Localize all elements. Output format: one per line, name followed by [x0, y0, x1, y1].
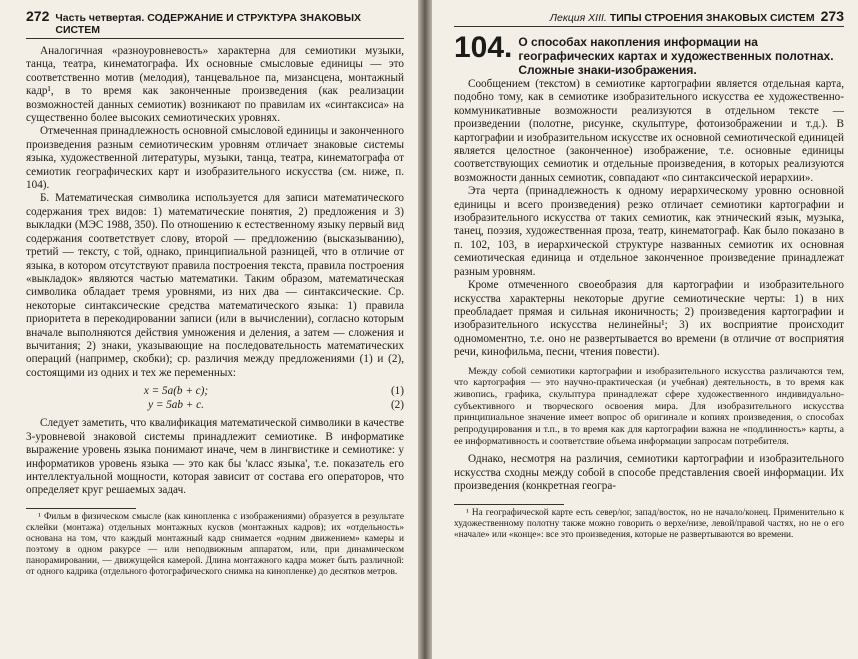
- section-title: О способах накопления информации на географических картах и художественных полотнах. Сложные знаки-изображения.: [518, 35, 834, 77]
- book-gutter: [418, 0, 432, 659]
- left-header-title: Часть четвертая. СОДЕРЖАНИЕ И СТРУКТУРА ЗНАКОВЫХ СИСТЕМ: [55, 12, 362, 36]
- left-paragraph-4: Следует заметить, что квалификация математической символики в качестве 3-уровневой знаковой системы принадлежит семиотике. В информатике выражение уровень языка понимают иначе, чем в лингвистике и семиотике: у информатиков уровень языка — это как бы 'класс языка', т.е. показатель его интеллектуальной мощности, которая зависит от состава его операторов, что определяет круг решаемых задач.: [26, 417, 404, 497]
- right-footnote: ¹ На географической карте есть север/юг, запад/восток, но не начало/конец. Применительно к художественному полотну также можно говорить о верхе/низе, левой/правой частях, но не о его «начале» или «конце»: все это произведения, которые не развертываются во времени.: [454, 507, 844, 540]
- left-page: [0, 0, 418, 659]
- formula-row-2: [26, 399, 404, 413]
- formula-2: y = 5ab + c.: [148, 398, 204, 411]
- right-page: [432, 0, 858, 659]
- left-paragraph-2: Отмеченная принадлежность основной смысловой единицы и законченного произведения разным семиотическим уровням отличает знаковые системы языка, художественной литературы, музыки, танца, театра, кинематографа от семиотик географических карт и изобразительного искусства (см. ниже, п. 104).: [26, 125, 404, 192]
- left-paragraph-3: Б. Математическая символика используется для записи математического содержания трех видов: 1) математические понятия, 2) предложения и 3) выкладки (МЭС 1988, 350). По отношению к естественному языку первый вид содержания соответствует слову, второй — предложению (высказыванию), третий — тексту, с той, однако, принципиальной разницей, что в отличие от языка, в котором отсутствуют правила построения текста, правила построения «выкладок» являются частью математики. Таким образом, математическая символика обладает тремя уровнями, из них два — синтаксические. Ср. некоторые синтаксические средства математического языка: 1) правила приоритета в перекодировании записи (или в вычислении), согласно которым вначале выполняются действия умножения и деления, а затем — сложения и вычитания; 2) знаки, указывающие на последовательность математических операций (например, скобки); ср. различия между предложениями (1) и (2), состоящими из одних и тех же переменных:: [26, 192, 404, 379]
- left-paragraph-1: Аналогичная «разноуровневость» характерна для семиотики музыки, танца, театра, кинематографа. Их основные смысловые единицы — это соответственно мотив (мелодия), танцевальное па, мизансцена, монтажный кадр¹, в то время как законченные произведения (как реализации возможностей данных семиотик) возникают по правилам их «синтаксиса» на существенно более высоких семиотических уровнях.: [26, 45, 404, 125]
- right-paragraph-2: Эта черта (принадлежность к одному иерархическому уровню основной единицы и всего произведения) резко отличает семиотики картографии и изобразительного искусства от таких семиотик, как этнический язык, музыка, танец, поэзия, художественная проза, театр, кинематограф. Как было показано в п. 102, 103, в иерархической структуре названных семиотик их основная семиотическая единица и отдельное законченное произведение принадлежат разным уровням.: [454, 185, 844, 278]
- left-page-number: 272: [26, 8, 50, 24]
- section-heading: [454, 33, 844, 77]
- right-header-lecture: Лекция XIII.: [549, 12, 607, 24]
- right-header-title: ТИПЫ СТРОЕНИЯ ЗНАКОВЫХ СИСТЕМ: [609, 12, 815, 24]
- left-footnote-rule: [26, 508, 136, 509]
- formula-1-number: (1): [390, 385, 404, 398]
- right-footnote-rule: [454, 504, 564, 505]
- left-footnote: ¹ Фильм в физическом смысле (как кинопленка с изображениями) образуется в результате склейки (монтажа) отдельных монтажных кусков (монтажных кадров); их «отдельность» основана на том, что каждый монтажный кадр снимается «одним движением» камеры и поэтому в одном ракурсе — или неподвижным аппаратом, или, при динамическом панорамировании, — движущейся камерой. Длина монтажного кадра может быть различной: от одного кадрика (отдельного фотографического снимка на кинопленке) до десятков метров.: [26, 511, 404, 577]
- section-number: 104.: [454, 31, 513, 64]
- right-paragraph-5: Однако, несмотря на различия, семиотики картографии и изобразительного искусства сходны между собой в способе представления своей информации. Их произведения (конкретная геогра-: [454, 453, 844, 493]
- right-paragraph-3: Кроме отмеченного своеобразия для картографии и изобразительного искусства характерны некоторые другие семиотические черты: 1) в них преобладает прямая и сильная иконичность; 2) произведения картографии и изобразительного искусства нелинейны¹; 3) их восприятие происходит одномоментно, т.е. оно не развертывается во времени (в отличие от восприятия речи, кинофильма, песни, чтения повести).: [454, 279, 844, 359]
- formula-row-1: [26, 385, 404, 399]
- formula-2-number: (2): [390, 398, 404, 411]
- right-page-number: 273: [820, 8, 844, 24]
- left-running-header: [26, 8, 404, 39]
- formula-block: [26, 385, 404, 412]
- right-paragraph-4-small: Между собой семиотики картографии и изобразительного искусства различаются тем, что картография — это научно-практическая (и учебная) деятельность, в то время как живопись, графика, скульптура принадлежат сфере художественного индивидуально-субъективного и творческого освоения мира. Для изобразительного искусства принципиальное значение имеет вопрос об оригинале и копиях произведения, о способах репродуцирования и т.п., в то время как для картографии важна не «подлинность» карты, а ее информативность и соответствие объема информации запросам потребителя.: [454, 365, 844, 447]
- right-paragraph-1: Сообщением (текстом) в семиотике картографии является отдельная карта, подобно тому, как в семиотике изобразительного искусства ее художественно-коммуникативные возможности реализуются в отдельном тексте — произведении (полотне, рисунке, скульптуре, фотоизображении и т.д.). В картографии и изобразительном искусстве их основной семиотической единицей является целостное (законченное) изображение, т.е. основные единицы соответствующих семиотик и отдельные произведения, в которых реализуются возможности данных семиотик, совпадают «по синтаксической иерархии».: [454, 78, 844, 184]
- formula-1: x = 5a(b + c);: [143, 385, 209, 398]
- right-running-header: [454, 8, 844, 27]
